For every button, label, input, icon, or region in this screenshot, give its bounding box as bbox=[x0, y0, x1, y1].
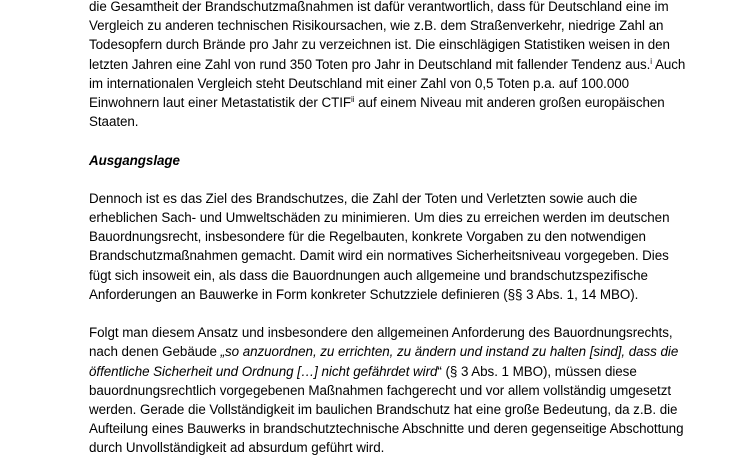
text-line: Brandschutzmaßnahmen gemacht. Damit wird ein normatives Sicherheitsniveau vorgegeben. Dies bbox=[89, 248, 669, 264]
text-line bbox=[89, 55, 689, 74]
text-line: Aufteilung eines Bauwerks in brandschutztechnische Abschnitte und deren gegenseitige Abschottung bbox=[89, 421, 684, 437]
spacer bbox=[89, 170, 689, 189]
paragraph-ausgangslage bbox=[89, 189, 689, 304]
text-segment: “ (§ 3 Abs. 1 MBO), müssen diese bbox=[437, 363, 637, 379]
footnote-marker[interactable]: i bbox=[650, 56, 653, 66]
text-line: Todesopfern durch Brände pro Jahr zu verzeichnen ist. Die einschlägigen Statistiken weisen in den bbox=[89, 37, 670, 53]
text-line: Vergleich zu anderen technischen Risikoursachen, wie z.B. dem Straßenverkehr, niedrige Zahl an bbox=[89, 18, 664, 34]
spacer bbox=[89, 304, 689, 323]
text-line: Dennoch ist es das Ziel des Brandschutzes, die Zahl der Toten und Verletzten sowie auch die bbox=[89, 190, 638, 206]
paragraph-anforderungen bbox=[89, 323, 689, 457]
legal-quote: „so anzuordnen, zu errichten, zu ändern und instand zu halten [sind], dass die bbox=[220, 344, 679, 360]
text-segment: Einwohnern laut einer Metastatistik der CTIF bbox=[89, 94, 352, 110]
text-line: werden. Gerade die Vollständigkeit im baulichen Brandschutz hat eine große Bedeutung, da z.B. die bbox=[89, 401, 678, 417]
text-line bbox=[89, 93, 689, 112]
text-segment: auf einem Niveau mit anderen großen europäischen bbox=[354, 94, 665, 110]
text-segment: letzten Jahren eine Zahl von rund 350 Toten pro Jahr in Deutschland mit fallender Tendenz aus. bbox=[89, 56, 651, 72]
text-line: im internationalen Vergleich steht Deutschland mit einer Zahl von 0,5 Toten p.a. auf 100.000 bbox=[89, 75, 630, 91]
legal-quote: öffentliche Sicherheit und Ordnung […] nicht gefährdet wird bbox=[89, 363, 438, 379]
text-line: Staaten. bbox=[89, 114, 139, 130]
spacer bbox=[89, 131, 689, 150]
text-line: durch Unvollständigkeit ad absurdum geführt wird. bbox=[89, 440, 385, 456]
text-line: Anforderungen an Bauwerke in Form konkreter Schutzziele definieren (§§ 3 Abs. 1, 14 MBO). bbox=[89, 286, 639, 302]
section-heading: Ausgangslage bbox=[89, 152, 180, 168]
text-line: die Gesamtheit der Brandschutzmaßnahmen ist dafür verantwortlich, dass für Deutschland eine im bbox=[89, 0, 669, 14]
paragraph-intro bbox=[89, 0, 689, 131]
document-page bbox=[89, 0, 689, 458]
text-line: erheblichen Sach- und Umweltschäden zu minimieren. Um dies zu erreichen werden im deutschen bbox=[89, 210, 670, 226]
text-line: Folgt man diesem Ansatz und insbesondere den allgemeinen Anforderung des Bauordnungsrechts, bbox=[89, 325, 673, 341]
text-line bbox=[89, 362, 689, 381]
text-line bbox=[89, 342, 689, 361]
text-segment: nach denen Gebäude bbox=[89, 344, 221, 360]
text-line: bauordnungsrechtlich vorgegebenen Maßnahmen fachgerecht und vor allem vollständig umgesetzt bbox=[89, 382, 672, 398]
footnote-marker[interactable]: ii bbox=[351, 94, 355, 104]
text-segment: Auch bbox=[652, 56, 686, 72]
text-line: fügt sich insoweit ein, als dass die Bauordnungen auch allgemeine und brandschutzspezifische bbox=[89, 267, 648, 283]
text-line: Bauordnungsrecht, insbesondere für die Regelbauten, konkrete Vorgaben zu den notwendigen bbox=[89, 229, 646, 245]
